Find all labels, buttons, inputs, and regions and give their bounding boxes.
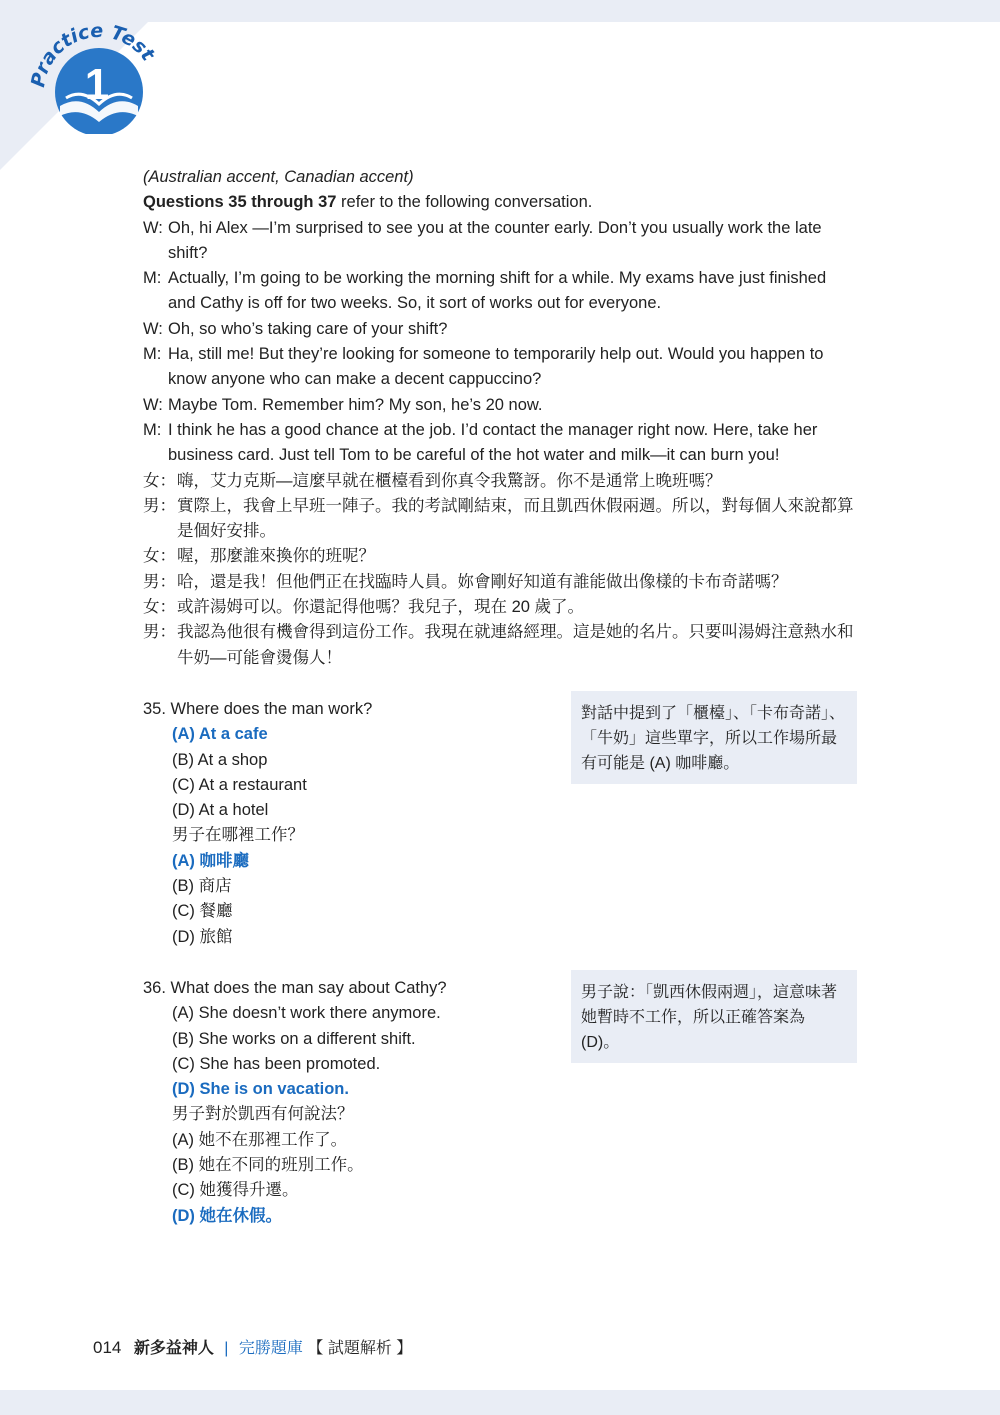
speaker-label: W: bbox=[143, 319, 163, 338]
answer-option-zh: (C) 餐廳 bbox=[172, 902, 233, 921]
answer-option: (B) At a shop bbox=[172, 750, 268, 769]
dialogue-line-zh bbox=[143, 595, 858, 620]
dialogue-line-zh bbox=[143, 570, 858, 595]
bottom-band bbox=[0, 1390, 1000, 1415]
answer-option: (D) At a hotel bbox=[172, 801, 269, 820]
speaker-label-zh: 男： bbox=[143, 572, 176, 591]
questions-intro bbox=[143, 190, 858, 215]
answer-option-correct: (A) At a cafe bbox=[172, 725, 268, 744]
dialogue-line bbox=[143, 216, 858, 267]
answer-option-zh: (B) 她在不同的班別工作。 bbox=[172, 1155, 364, 1174]
dialogue-text-zh: 喔，那麼誰來換你的班呢？ bbox=[177, 547, 375, 566]
dialogue-line bbox=[143, 317, 858, 342]
speaker-label: M: bbox=[143, 345, 162, 364]
answer-option-zh: (B) 商店 bbox=[172, 877, 232, 896]
dialogue-line-zh bbox=[143, 469, 858, 494]
dialogue-text: Oh, hi Alex —I’m surprised to see you at the counter early. Don’t you usually work the late shift? bbox=[168, 218, 822, 262]
explanation-note: 對話中提到了「櫃檯」、「卡布奇諾」、「牛奶」這些單字，所以工作場所最有可能是 (A) 咖啡廳。 bbox=[571, 691, 857, 784]
dialogue-text-zh: 實際上，我會上早班一陣子。我的考試剛結束，而且凱西休假兩週。所以，對每個人來說都算是個好安排。 bbox=[177, 496, 854, 541]
answer-option-zh-correct: (A) 咖啡廳 bbox=[172, 851, 249, 870]
answer-option: (B) She works on a different shift. bbox=[172, 1029, 416, 1048]
answer-option-correct: (D) She is on vacation. bbox=[172, 1080, 349, 1099]
dialogue-line bbox=[143, 418, 858, 469]
question-35 bbox=[143, 697, 858, 950]
badge-number: 1 bbox=[84, 60, 110, 109]
speaker-label-zh: 女： bbox=[143, 598, 176, 617]
speaker-label-zh: 女： bbox=[143, 547, 176, 566]
questions-range: Questions 35 through 37 bbox=[143, 193, 337, 212]
book-title: 新多益神人 bbox=[133, 1340, 214, 1357]
dialogue-line-zh bbox=[143, 544, 858, 569]
dialogue-text: Maybe Tom. Remember him? My son, he’s 20 now. bbox=[168, 395, 543, 414]
question-text: 35. Where does the man work? bbox=[143, 699, 373, 718]
explanation-note: 男子說：「凱西休假兩週」，這意味著她暫時不工作，所以正確答案為 (D)。 bbox=[571, 970, 857, 1063]
page-footer bbox=[93, 1335, 412, 1358]
speaker-label-zh: 男： bbox=[143, 496, 176, 515]
answer-option-zh-correct: (D) 她在休假。 bbox=[172, 1206, 282, 1225]
dialogue-text: Ha, still me! But they’re looking for someone to temporarily help out. Would you happen to know anyone who can make a decent cappuccino? bbox=[168, 345, 824, 389]
question-36 bbox=[143, 976, 858, 1229]
dialogue-text: Oh, so who’s taking care of your shift? bbox=[168, 319, 448, 338]
speaker-label: M: bbox=[143, 269, 162, 288]
speaker-label-zh: 女： bbox=[143, 471, 176, 490]
answer-option-zh: (C) 她獲得升遷。 bbox=[172, 1181, 299, 1200]
answer-option-zh: (D) 旅館 bbox=[172, 927, 233, 946]
dialogue-line bbox=[143, 393, 858, 418]
dialogue-line-zh bbox=[143, 620, 858, 671]
speaker-label: W: bbox=[143, 395, 163, 414]
question-text-zh: 男子對於凱西有何說法？ bbox=[172, 1105, 354, 1124]
dialogue-line bbox=[143, 266, 858, 317]
section-tag: 【 試題解析 】 bbox=[307, 1340, 413, 1357]
answer-option: (C) At a restaurant bbox=[172, 775, 307, 794]
dialogue-text-zh: 嗨，艾力克斯—這麼早就在櫃檯看到你真令我驚訝。你不是通常上晚班嗎？ bbox=[177, 471, 722, 490]
main-content bbox=[143, 165, 858, 1229]
dialogue-text-zh: 我認為他很有機會得到這份工作。我現在就連絡經理。這是她的名片。只要叫湯姆注意熱水和牛奶—可能會燙傷人！ bbox=[177, 623, 854, 667]
answer-option: (A) She doesn’t work there anymore. bbox=[172, 1004, 441, 1023]
speaker-label: M: bbox=[143, 420, 162, 439]
practice-test-badge bbox=[22, 14, 172, 134]
dialogue-text: Actually, I’m going to be working the morning shift for a while. My exams have just finished and Cathy is off for two weeks. So, it sort of works out for everyone. bbox=[168, 269, 827, 313]
answer-option: (C) She has been promoted. bbox=[172, 1054, 381, 1073]
dialogue-text: I think he has a good chance at the job. I’d contact the manager right now. Here, take her business card. Just tell Tom to be careful of the hot water and milk—it can burn you! bbox=[168, 420, 818, 465]
question-text: 36. What does the man say about Cathy? bbox=[143, 978, 447, 997]
accent-info: (Australian accent, Canadian accent) bbox=[143, 168, 414, 186]
footer-separator: | bbox=[224, 1340, 229, 1357]
book-subtitle: 完勝題庫 bbox=[238, 1340, 303, 1357]
page-number: 014 bbox=[93, 1338, 122, 1357]
dialogue-line-zh bbox=[143, 494, 858, 545]
question-text-zh: 男子在哪裡工作？ bbox=[172, 826, 304, 845]
dialogue-line bbox=[143, 342, 858, 393]
speaker-label-zh: 男： bbox=[143, 623, 176, 642]
answer-option-zh: (A) 她不在那裡工作了。 bbox=[172, 1130, 348, 1149]
dialogue-text-zh: 哈，還是我！但他們正在找臨時人員。妳會剛好知道有誰能做出像樣的卡布奇諾嗎？ bbox=[177, 572, 788, 591]
badge-label: Practice Test bbox=[27, 19, 159, 89]
questions-intro-rest: refer to the following conversation. bbox=[336, 193, 593, 212]
speaker-label: W: bbox=[143, 218, 163, 237]
dialogue-text-zh: 或許湯姆可以。你還記得他嗎？我兒子，現在 20 歲了。 bbox=[177, 598, 585, 617]
